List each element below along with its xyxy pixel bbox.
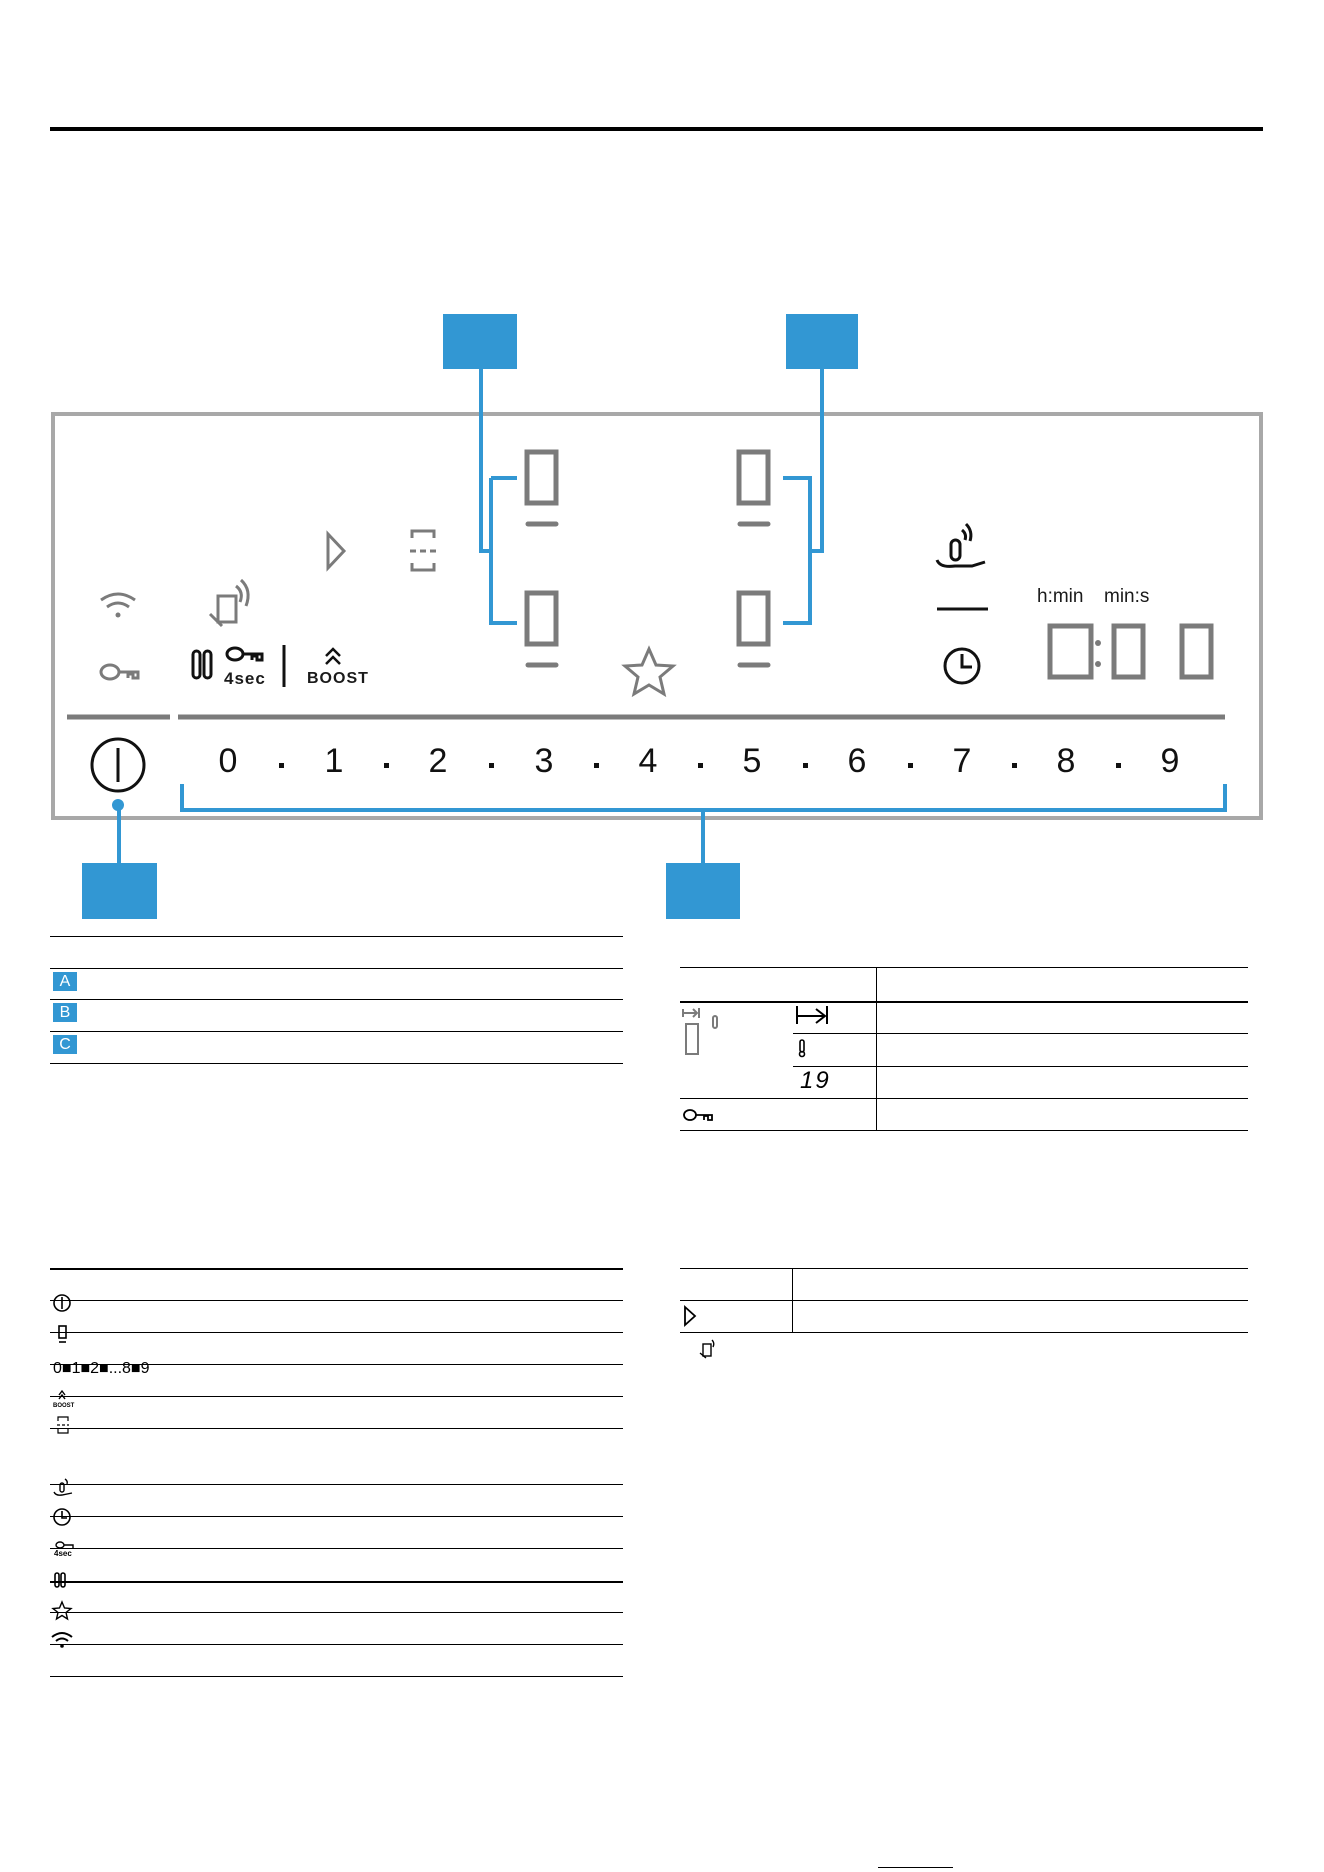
segment-displays bbox=[0, 0, 1324, 720]
scale-separator-dot bbox=[1012, 763, 1017, 768]
scale-separator-dot bbox=[489, 763, 494, 768]
control-table-rule bbox=[50, 1516, 623, 1517]
scale-number-7[interactable]: 7 bbox=[952, 742, 972, 780]
table-right2-rule bbox=[680, 1332, 1248, 1333]
digit-readout: 19 bbox=[800, 1067, 831, 1094]
row-label-a: A bbox=[53, 972, 77, 991]
table-abc-rule bbox=[50, 1031, 623, 1032]
control-icons bbox=[50, 1290, 90, 1690]
scale-number-6[interactable]: 6 bbox=[847, 742, 867, 780]
scale-separator-dot bbox=[698, 763, 703, 768]
control-table-rule bbox=[50, 1484, 623, 1485]
lock-4sec-label: 4sec bbox=[224, 669, 266, 688]
scale-separator-dot bbox=[594, 763, 599, 768]
timer-colon-dot bbox=[1095, 661, 1101, 667]
scale-text: 0■1■2■...8■9 bbox=[53, 1360, 150, 1377]
scale-number-2[interactable]: 2 bbox=[428, 742, 448, 780]
boost-mini-label: BOOST bbox=[53, 1403, 75, 1409]
timer-unit-hmin: h:min bbox=[1037, 586, 1084, 607]
scale-separator-dot bbox=[279, 763, 284, 768]
scale-separator-dot bbox=[1116, 763, 1121, 768]
zone-front-left-digit bbox=[527, 452, 556, 503]
right-table2-icons bbox=[680, 1300, 740, 1370]
control-table-rule bbox=[50, 1581, 623, 1583]
table-abc-rule bbox=[50, 968, 623, 969]
table-right2-rule bbox=[680, 1300, 1248, 1301]
control-table-rule bbox=[50, 1332, 623, 1333]
row-label-b: B bbox=[53, 1003, 77, 1022]
timer-digit-tens bbox=[1114, 626, 1143, 677]
table-abc-bottom bbox=[50, 1063, 623, 1064]
control-table-rule bbox=[50, 1612, 623, 1613]
scale-number-9[interactable]: 9 bbox=[1160, 742, 1180, 780]
zone-front-right-digit bbox=[739, 452, 768, 503]
table-right-top bbox=[680, 967, 1248, 968]
control-table-rule bbox=[50, 1396, 623, 1397]
control-table-rule bbox=[50, 1428, 623, 1429]
table-right2-divider bbox=[792, 1268, 793, 1332]
control-table-rule bbox=[50, 1548, 623, 1549]
timer-digit-units bbox=[1182, 626, 1211, 677]
right-table-icons bbox=[680, 1000, 870, 1130]
transfer-mini-icon bbox=[700, 1340, 714, 1358]
timer-unit-mins: min:s bbox=[1104, 586, 1150, 607]
lock-mini-label: 4sec bbox=[54, 1549, 72, 1558]
play-mini-icon bbox=[685, 1307, 695, 1325]
bottom-rule bbox=[878, 1867, 953, 1868]
table-abc-top bbox=[50, 936, 623, 937]
zone-rear-right-digit bbox=[739, 593, 768, 644]
scale-number-8[interactable]: 8 bbox=[1056, 742, 1076, 780]
table-right2-top bbox=[680, 1268, 1248, 1269]
scale-separator-dot bbox=[384, 763, 389, 768]
scale-number-1[interactable]: 1 bbox=[324, 742, 344, 780]
zone-rear-left-digit bbox=[527, 593, 556, 644]
scale-separator-dot bbox=[803, 763, 808, 768]
power-symbol bbox=[92, 739, 144, 791]
scale-number-5[interactable]: 5 bbox=[742, 742, 762, 780]
timer-colon-dot bbox=[1095, 640, 1101, 646]
scale-separator-dot bbox=[908, 763, 913, 768]
boost-label: BOOST bbox=[307, 670, 369, 687]
scale-number-4[interactable]: 4 bbox=[638, 742, 658, 780]
timer-digit-hours bbox=[1050, 626, 1091, 677]
control-table-rule bbox=[50, 1268, 623, 1270]
scale-number-3[interactable]: 3 bbox=[534, 742, 554, 780]
control-table-rule bbox=[50, 1644, 623, 1645]
table-right-divider bbox=[876, 967, 877, 1131]
control-table-rule bbox=[50, 1676, 623, 1677]
table-abc-rule bbox=[50, 999, 623, 1000]
row-label-c: C bbox=[53, 1035, 77, 1054]
table-right-bottom bbox=[680, 1130, 1248, 1131]
scale-number-0[interactable]: 0 bbox=[218, 742, 238, 780]
control-table-rule bbox=[50, 1300, 623, 1301]
